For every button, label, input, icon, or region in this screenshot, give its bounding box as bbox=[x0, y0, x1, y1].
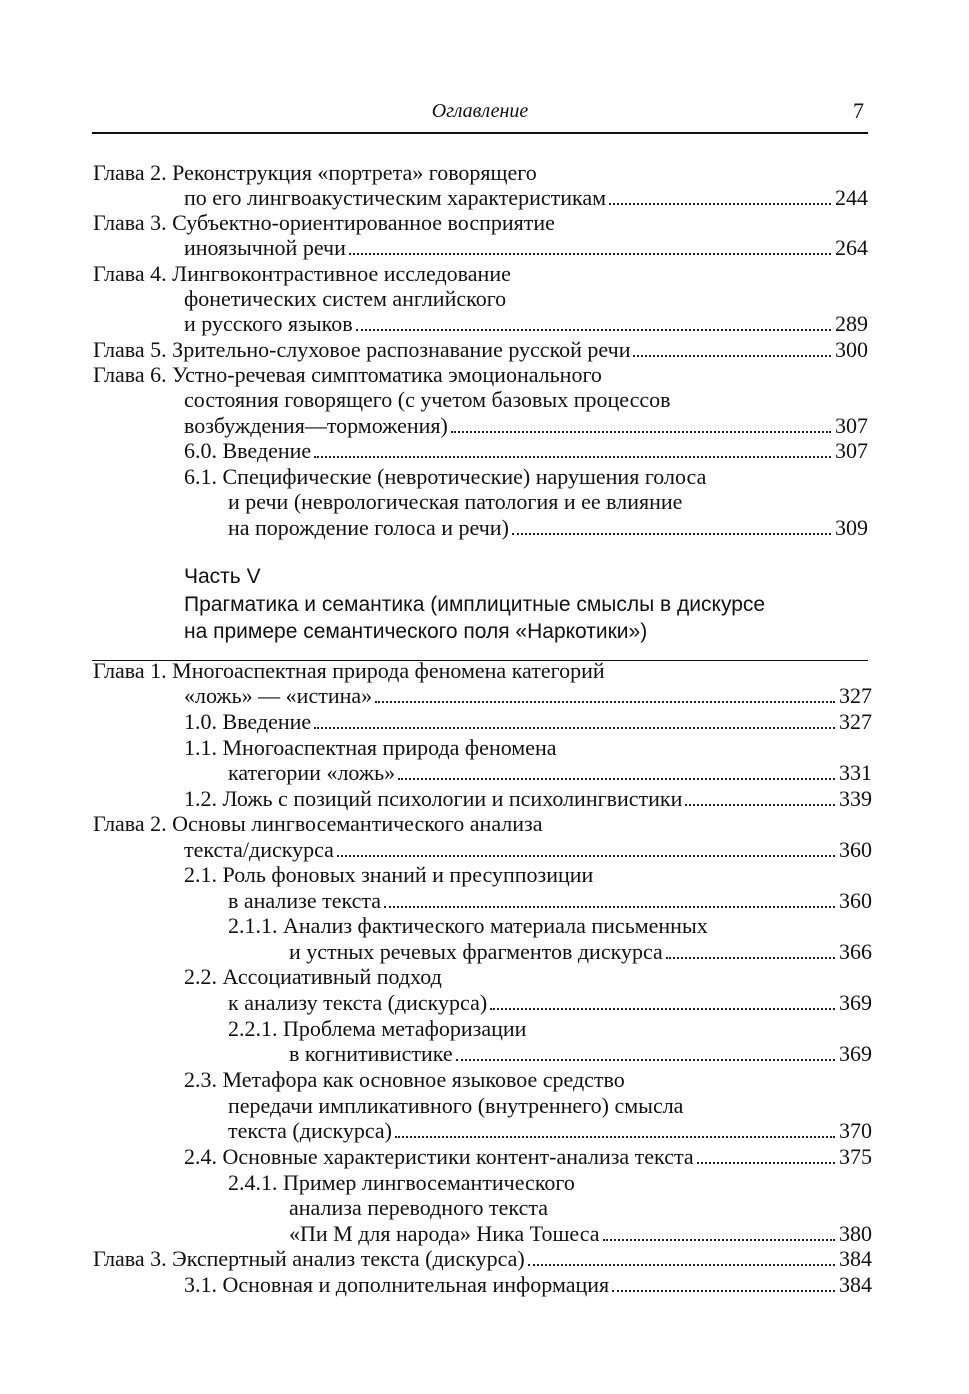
page-number: 7 bbox=[853, 98, 864, 123]
toc-line: 2.1.1. Анализ фактического материала письменных bbox=[228, 913, 708, 938]
toc-line[interactable]: Глава 5. Зрительно-слуховое распознавание русской речи 300 bbox=[93, 337, 868, 362]
toc-line: и речи (неврологическая патология и ее влияние bbox=[228, 489, 683, 514]
toc-line: 2.3. Метафора как основное языковое средство bbox=[184, 1067, 625, 1092]
toc-line: фонетических систем английского bbox=[184, 286, 507, 311]
part-title-line-1: Прагматика и семантика (имплицитные смыслы в дискурсе bbox=[184, 593, 766, 616]
running-header bbox=[92, 96, 868, 130]
toc-line[interactable]: возбуждения—торможения) 307 bbox=[184, 413, 868, 438]
toc-line: Глава 2. Основы лингвосемантического анализа bbox=[93, 811, 543, 836]
toc-line: Глава 6. Устно-речевая симптоматика эмоционального bbox=[93, 362, 602, 387]
toc-line[interactable]: в когнитивистике 369 bbox=[289, 1041, 872, 1066]
toc-line: 6.1. Специфические (невротические) нарушения голоса bbox=[184, 464, 707, 489]
part-title-line-2: на примере семантического поля «Наркотики») bbox=[184, 620, 648, 643]
toc-line: Глава 1. Многоаспектная природа феномена категорий bbox=[93, 658, 605, 683]
toc-line[interactable]: 6.0. Введение 307 bbox=[184, 438, 868, 463]
toc-line[interactable]: «Пи М для народа» Ника Тошеса 380 bbox=[289, 1221, 872, 1246]
toc-line[interactable]: категории «ложь» 331 bbox=[228, 760, 872, 785]
toc-line: Глава 3. Субъектно-ориентированное восприятие bbox=[93, 210, 555, 235]
toc-line: анализа переводного текста bbox=[289, 1195, 548, 1220]
toc-line[interactable]: Глава 3. Экспертный анализ текста (дискурса) 384 bbox=[93, 1246, 872, 1271]
toc-line[interactable]: и устных речевых фрагментов дискурса 366 bbox=[289, 939, 872, 964]
toc-line: 2.2.1. Проблема метафоризации bbox=[228, 1016, 527, 1041]
header-title: Оглавление bbox=[431, 100, 529, 122]
toc-line: 2.1. Роль фоновых знаний и пресуппозиции bbox=[184, 862, 594, 887]
toc-line[interactable]: на порождение голоса и речи) 309 bbox=[228, 515, 868, 540]
toc-line[interactable]: по его лингвоакустическим характеристикам 244 bbox=[184, 185, 868, 210]
toc-line: состояния говорящего (с учетом базовых процессов bbox=[184, 387, 671, 412]
toc-line[interactable]: 3.1. Основная и дополнительная информация 384 bbox=[184, 1272, 872, 1297]
toc-line[interactable]: 1.0. Введение 327 bbox=[184, 709, 872, 734]
toc-line[interactable]: «ложь» — «истина» 327 bbox=[184, 683, 872, 708]
toc-line[interactable]: и русского языков 289 bbox=[184, 311, 868, 336]
toc-line: Глава 4. Лингвоконтрастивное исследование bbox=[93, 261, 511, 286]
toc-line: 2.4.1. Пример лингвосемантического bbox=[228, 1170, 575, 1195]
toc-line: Глава 2. Реконструкция «портрета» говорящего bbox=[93, 160, 537, 185]
toc-line[interactable]: текста (дискурса) 370 bbox=[228, 1118, 872, 1143]
toc-line[interactable]: иноязычной речи 264 bbox=[184, 235, 868, 260]
toc-line: передачи импликативного (внутреннего) смысла bbox=[228, 1093, 684, 1118]
toc-line[interactable]: к анализу текста (дискурса) 369 bbox=[228, 990, 872, 1015]
toc-line[interactable]: в анализе текста 360 bbox=[228, 888, 872, 913]
header-rule bbox=[92, 132, 868, 134]
part-label: Часть V bbox=[184, 565, 261, 588]
toc-line[interactable]: 1.2. Ложь с позиций психологии и психолингвистики 339 bbox=[184, 786, 872, 811]
toc-line[interactable]: текста/дискурса 360 bbox=[184, 837, 872, 862]
toc-line: 1.1. Многоаспектная природа феномена bbox=[184, 735, 557, 760]
toc-line[interactable]: 2.4. Основные характеристики контент-анализа текста 375 bbox=[184, 1144, 872, 1169]
toc-line: 2.2. Ассоциативный подход bbox=[184, 964, 442, 989]
